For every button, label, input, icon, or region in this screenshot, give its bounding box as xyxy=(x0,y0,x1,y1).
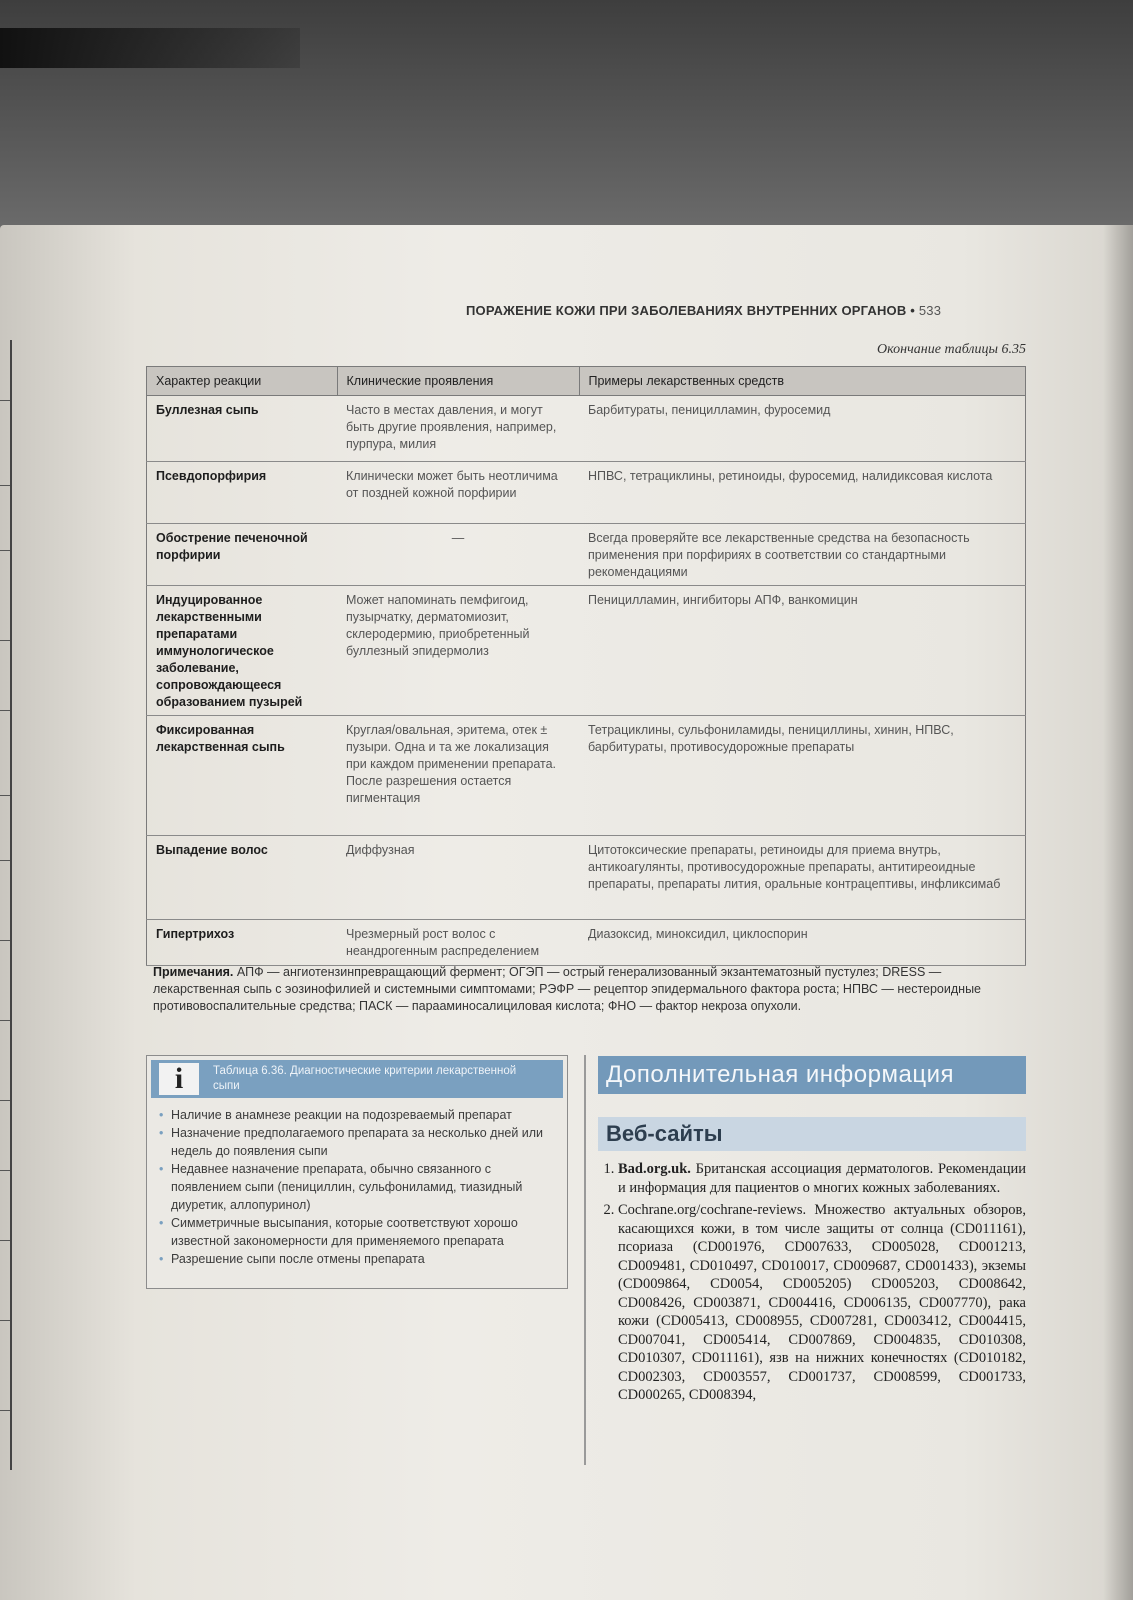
table-notes xyxy=(153,964,1023,1015)
info-box-header xyxy=(151,1060,563,1098)
cell-reaction: Обострение печеночной порфирии xyxy=(147,524,338,586)
running-head-separator: • xyxy=(910,303,916,318)
page-number: 533 xyxy=(918,303,942,318)
header-drugs: Примеры лекарственных средств xyxy=(579,367,1026,396)
cell-clinical: Чрезмерный рост волос с неандрогенным распределением xyxy=(337,920,579,966)
info-box-title: Таблица 6.36. Диагностические критерии лекарственной сыпи xyxy=(213,1065,517,1092)
cell-reaction: Гипертрихоз xyxy=(147,920,338,966)
table-caption: Окончание таблицы 6.35 xyxy=(877,342,1026,357)
cell-reaction: Выпадение волос xyxy=(147,836,338,920)
website-name[interactable]: Bad.org.uk. xyxy=(618,1161,691,1177)
website-description: Множество актуальных обзоров, касающихся кожи, в том числе защиты от солнца (CD011161), псориаза (CD001976, CD007633, CD005028, CD001213, CD009481, CD010497, CD010017, CD009687, CD001433), экземы (CD009864, CD0054, CD005205) CD005203, CD008642, CD008426, CD003871, CD004416, CD006135, CD007770), рака кожи (CD005413, CD008955, CD007281, CD003412, CD004415, CD007041, CD005414, CD007869, CD004835, CD010308, CD010307, CD011161), язв на нижних конечностях (CD010182, CD002303, CD003557, CD001737, CD008599, CD001733, CD000265, CD008394, xyxy=(618,1202,1026,1403)
list-item xyxy=(618,1160,1026,1197)
table-row xyxy=(147,586,1026,716)
list-item: • Симметричные высыпания, которые соответствуют хорошо известной закономерности для применяемого препарата xyxy=(159,1214,557,1250)
running-head xyxy=(466,303,1026,318)
websites-subheading: Веб-сайты xyxy=(598,1117,1026,1151)
table-row xyxy=(147,396,1026,462)
website-description: Британская ассоциация дерматологов. Рекомендации и информация для пациентов о многих кожных заболеваниях. xyxy=(618,1161,1026,1196)
table-row xyxy=(147,920,1026,966)
list-item xyxy=(618,1201,1026,1405)
cell-reaction: Псевдопорфирия xyxy=(147,462,338,524)
header-reaction: Характер реакции xyxy=(147,367,338,396)
cell-drugs: НПВС, тетрациклины, ретиноиды, фуросемид, налидиксовая кислота xyxy=(579,462,1026,524)
cell-clinical: Клинически может быть неотличима от поздней кожной порфирии xyxy=(337,462,579,524)
cell-reaction: Фиксированная лекарственная сыпь xyxy=(147,716,338,836)
website-name[interactable]: Cochrane.org/cochrane-reviews. xyxy=(618,1202,807,1218)
cell-drugs: Всегда проверяйте все лекарственные средства на безопасность применения при порфириях в соответствии со стандартными рекомендациями xyxy=(579,524,1026,586)
cell-drugs: Цитотоксические препараты, ретиноиды для приема внутрь, антикоагулянты, противосудорожные препараты, антитиреоидные препараты, препараты лития, оральные контрацептивы, инфликсимаб xyxy=(579,836,1026,920)
cell-clinical: — xyxy=(337,524,579,586)
running-head-title: ПОРАЖЕНИЕ КОЖИ ПРИ ЗАБОЛЕВАНИЯХ ВНУТРЕННИХ ОРГАНОВ xyxy=(466,303,907,318)
page-edge-shadow xyxy=(1103,225,1133,1600)
cell-drugs: Барбитураты, пеницилламин, фуросемид xyxy=(579,396,1026,462)
cell-clinical: Может напоминать пемфигоид, пузырчатку, дерматомиозит, склеродермию, приобретенный буллезный эпидермолиз xyxy=(337,586,579,716)
cell-drugs: Пеницилламин, ингибиторы АПФ, ванкомицин xyxy=(579,586,1026,716)
list-item: • Разрешение сыпи после отмены препарата xyxy=(159,1250,557,1268)
list-item: • Недавнее назначение препарата, обычно связанного с появлением сыпи (пенициллин, сульфониламид, тиазидный диуретик, аллопуринол) xyxy=(159,1160,557,1214)
dark-background xyxy=(0,0,1133,235)
info-icon: i xyxy=(159,1063,199,1095)
table-row xyxy=(147,836,1026,920)
cell-clinical: Часто в местах давления, и могут быть другие проявления, например, пурпура, милия xyxy=(337,396,579,462)
table-row xyxy=(147,716,1026,836)
adjacent-page-edge xyxy=(0,340,12,1470)
drug-reaction-table xyxy=(146,366,1026,966)
cell-clinical: Круглая/овальная, эритема, отек ± пузыри. Одна и та же локализация при каждом применении препарата. После разрешения остается пигментация xyxy=(337,716,579,836)
additional-info-heading: Дополнительная информация xyxy=(598,1056,1026,1094)
info-box xyxy=(146,1055,568,1289)
cell-reaction: Индуцированное лекарственными препаратами иммунологическое заболевание, сопровождающееся образованием пузырей xyxy=(147,586,338,716)
cell-clinical: Диффузная xyxy=(337,836,579,920)
header-clinical: Клинические проявления xyxy=(337,367,579,396)
notes-label: Примечания. xyxy=(153,965,234,979)
table-header-row xyxy=(147,367,1026,396)
list-item: • Назначение предполагаемого препарата за несколько дней или недель до появления сыпи xyxy=(159,1124,557,1160)
cell-drugs: Диазоксид, миноксидил, циклоспорин xyxy=(579,920,1026,966)
table-row xyxy=(147,462,1026,524)
criteria-list xyxy=(147,1106,567,1268)
cell-drugs: Тетрациклины, сульфониламиды, пенициллины, хинин, НПВС, барбитураты, противосудорожные препараты xyxy=(579,716,1026,836)
website-list xyxy=(598,1160,1026,1409)
notes-text: АПФ — ангиотензинпревращающий фермент; ОГЭП — острый генерализованный экзантематозный пустулез; DRESS — лекарственная сыпь с эозинофилией и системными симптомами; РЭФР — рецептор эпидермального фактора роста; НПВС — нестероидные противовоспалительные средства; ПАСК — парааминосалициловая кислота; ФНО — фактор некроза опухоли. xyxy=(153,965,982,1013)
list-item: • Наличие в анамнезе реакции на подозреваемый препарат xyxy=(159,1106,557,1124)
column-divider xyxy=(584,1055,586,1465)
cell-reaction: Буллезная сыпь xyxy=(147,396,338,462)
table-row xyxy=(147,524,1026,586)
